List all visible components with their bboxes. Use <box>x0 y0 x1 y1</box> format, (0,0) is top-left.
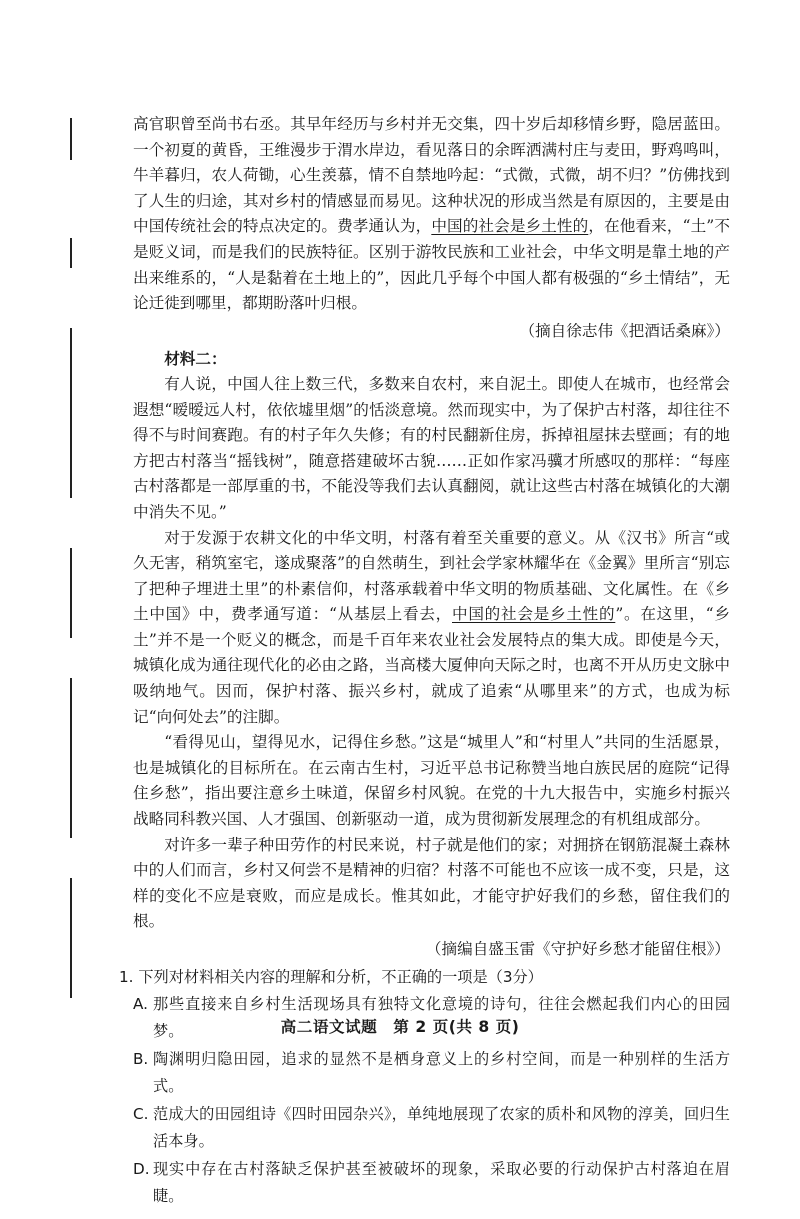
margin-mark <box>70 878 72 998</box>
material-two-paragraph-2: 对于发源于农耕文化的中华文明，村落有着至关重要的意义。从《汉书》所言“或久无害，稍筑室宅，遂成聚落”的自然萌生，到社会学家林耀华在《金翼》里所言“别忘了把种子埋进土里”的朴素信仰，村落承载着中华文明的物质基础、文化属性。在《乡土中国》中，费孝通写道：“从基层上看去，中国的社会是乡土性的”。在这里，“乡土”并不是一个贬义的概念，而是千百年来农业社会发展特点的集大成。即使是今天，城镇化成为通往现代化的必由之路，当高楼大厦伸向天际之时，也离不开从历史文脉中吸纳地气。因而，保护村落、振兴乡村，就成了追索“从哪里来”的方式，也成为标记“向何处去”的注脚。 <box>133 528 730 726</box>
option-label: A. <box>133 995 148 1014</box>
material-one-source: （摘自徐志伟《把酒话桑麻》） <box>519 321 730 340</box>
option-d <box>133 1156 730 1210</box>
option-text: 范成大的田园组诗《四时田园杂兴》，单纯地展现了农家的质朴和风物的淳美，回归生活本身。 <box>153 1105 730 1151</box>
option-label: D. <box>133 1160 150 1179</box>
material-two <box>133 372 730 935</box>
question-stem: 1. 下列对材料相关内容的理解和分析，不正确的一项是（3分） <box>119 967 543 986</box>
material-one-continued <box>133 112 730 317</box>
option-text: 现实中存在古村落缺乏保护甚至被破坏的现象，采取必要的行动保护古村落迫在眉睫。 <box>153 1160 730 1206</box>
margin-mark <box>70 118 72 160</box>
option-c <box>133 1101 730 1155</box>
material-two-paragraph-4: 对许多一辈子种田劳作的村民来说，村子就是他们的家；对拥挤在钢筋混凝土森林中的人们而言，乡村又何尝不是精神的归宿？村落不可能也不应该一成不变，只是，这样的变化不应是衰败，而应是成长。惟其如此，才能守护好我们的乡愁，留住我们的根。 <box>133 835 730 931</box>
option-text: 陶渊明归隐田园，追求的显然不是栖身意义上的乡村空间，而是一种别样的生活方式。 <box>153 1050 730 1096</box>
margin-mark <box>70 328 72 498</box>
exam-page <box>119 112 730 1211</box>
underlined-phrase: 中国的社会是乡土性的 <box>452 605 616 624</box>
margin-mark <box>70 548 72 638</box>
material-two-source: （摘编自盛玉雷《守护好乡愁才能留住根》） <box>425 940 730 958</box>
margin-mark <box>70 678 72 838</box>
question-1 <box>119 965 730 1211</box>
option-text: 那些直接来自乡村生活现场具有独特文化意境的诗句，往往会燃起我们内心的田园梦。 <box>153 995 730 1041</box>
page-footer: 高二语文试题 第 2 页(共 8 页) <box>280 1018 520 1036</box>
material-two-paragraph-1: 有人说，中国人往上数三代，多数来自农村，来自泥土。即使人在城市，也经常会遐想“暧暧远人村，依依墟里烟”的恬淡意境。然而现实中，为了保护古村落，却往往不得不与时间赛跑。有的村子年久失修；有的村民翻新住房，拆掉祖屋抹去壁画；有的地方把古村落当“摇钱树”，随意搭建破坏古貌……正如作家冯骥才所感叹的那样：“每座古村落都是一部厚重的书，不能没等我们去认真翻阅，就让这些古村落在城镇化的大潮中消失不见。” <box>133 374 730 521</box>
option-label: B. <box>133 1050 149 1069</box>
material-one-paragraph: 高官职曾至尚书右丞。其早年经历与乡村并无交集，四十岁后却移情乡野，隐居蓝田。一个初夏的黄昏，王维漫步于渭水岸边，看见落日的余晖洒满村庄与麦田，野鸡鸣叫，牛羊暮归，农人荷锄，心生羡慕，情不自禁地吟起：“式微，式微，胡不归？”仿佛找到了人生的归途，其对乡村的情感显而易见。这种状况的形成当然是有原因的，主要是由中国传统社会的特点决定的。费孝通认为，中国的社会是乡土性的，在他看来，“土”不是贬义词，而是我们的民族特征。区别于游牧民族和工业社会，中华文明是靠土地的产出来维系的，“人是黏着在土地上的”，因此几乎每个中国人都有极强的“乡土情结”，无论迁徙到哪里，都期盼落叶归根。 <box>133 115 730 313</box>
option-label: C. <box>133 1105 149 1124</box>
option-b <box>133 1046 730 1100</box>
material-two-paragraph-3: “看得见山，望得见水，记得住乡愁。”这是“城里人”和“村里人”共同的生活愿景，也是城镇化的目标所在。在云南古生村，习近平总书记称赞当地白族民居的庭院“记得住乡愁”，指出要注意乡土味道，保留乡村风貌。在党的十九大报告中，实施乡村振兴战略同科教兴国、人才强国、创新驱动一道，成为贯彻新发展理念的有机组成部分。 <box>133 733 730 829</box>
underlined-phrase: 中国的社会是乡土性的 <box>431 217 589 236</box>
material-two-heading: 材料二： <box>164 349 227 369</box>
margin-mark <box>70 238 72 268</box>
